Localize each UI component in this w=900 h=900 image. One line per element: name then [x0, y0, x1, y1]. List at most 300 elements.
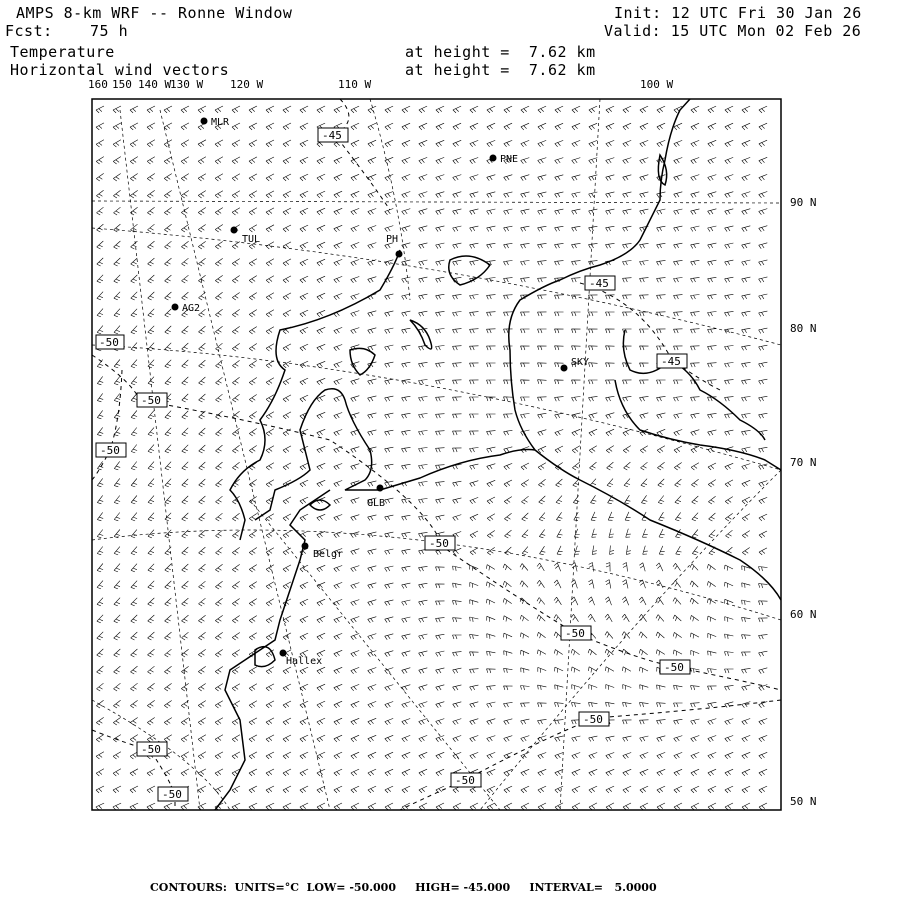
wind-barb: [725, 380, 734, 385]
wind-barb: [572, 106, 580, 113]
wind-barb: [691, 786, 699, 793]
wind-barb: [436, 363, 445, 368]
wind-barb: [708, 123, 716, 130]
wind-barb: [639, 580, 645, 588]
wind-barb: [283, 497, 291, 504]
wind-barb: [487, 140, 495, 146]
wind-barb: [351, 651, 359, 657]
wind-barb: [131, 428, 137, 436]
wind-barb: [436, 294, 445, 299]
wind-barb: [402, 464, 411, 469]
wind-barb: [148, 292, 155, 300]
wind-barb: [283, 191, 291, 198]
wind-barb: [130, 803, 138, 810]
wind-barb: [419, 123, 427, 130]
wind-barb: [591, 495, 597, 503]
wind-barb: [266, 327, 274, 334]
wind-barb: [521, 346, 530, 350]
wind-barb: [419, 140, 427, 147]
wind-barb: [97, 564, 103, 572]
wind-barb: [486, 582, 495, 588]
wind-barb: [708, 686, 717, 690]
wind-barb: [572, 462, 579, 470]
map-frame: [92, 99, 781, 810]
wind-barb: [368, 328, 377, 334]
wind-barb: [164, 140, 172, 147]
wind-barb: [283, 667, 291, 674]
wind-barb: [419, 414, 428, 419]
wind-barb: [708, 752, 716, 758]
wind-barb: [165, 241, 172, 249]
wind-barb: [725, 363, 734, 368]
wind-barb: [317, 786, 325, 793]
wind-barb: [504, 497, 512, 504]
wind-barb: [351, 447, 360, 453]
wind-barb: [725, 277, 734, 282]
wind-barb: [131, 581, 137, 589]
wind-barb: [300, 735, 308, 742]
svg-text:-45: -45: [661, 355, 681, 368]
wind-barb: [691, 175, 700, 181]
wind-barb: [182, 547, 189, 555]
wind-barb: [742, 260, 751, 266]
wind-barb: [334, 430, 342, 436]
wind-barb: [453, 498, 462, 504]
wind-barb: [334, 464, 342, 470]
wind-barb: [181, 649, 188, 657]
wind-barb: [165, 292, 172, 300]
wind-barb: [521, 226, 530, 231]
wind-barb: [114, 224, 121, 232]
wind-barb: [249, 191, 257, 198]
wind-barb: [453, 566, 462, 571]
wind-barb: [266, 276, 274, 283]
wind-barb: [690, 564, 698, 571]
wind-barb: [131, 513, 137, 521]
wind-barb: [232, 462, 239, 470]
wind-barb: [759, 260, 768, 266]
lon-label: 100 W: [640, 78, 674, 91]
wind-barb: [215, 684, 223, 691]
wind-barb: [436, 397, 445, 402]
wind-barb: [182, 343, 189, 351]
wind-barb: [215, 106, 223, 113]
wind-barb: [148, 479, 154, 487]
svg-text:-50: -50: [565, 627, 585, 640]
wind-barb: [572, 769, 580, 776]
wind-barb: [351, 735, 359, 742]
wind-barb: [589, 175, 598, 181]
wind-barb: [691, 363, 700, 367]
wind-barb: [725, 260, 734, 265]
wind-barb: [334, 259, 342, 265]
wind-barb: [640, 720, 649, 724]
wind-barb: [181, 241, 188, 249]
wind-barb: [589, 192, 598, 198]
wind-barb: [97, 393, 103, 401]
wind-barb: [148, 547, 154, 555]
wind-barb: [97, 427, 103, 435]
wind-barb: [216, 394, 223, 402]
wind-barb: [181, 683, 188, 691]
svg-text:GLB: GLB: [367, 498, 386, 509]
wind-barb: [487, 803, 495, 810]
wind-barb: [317, 276, 325, 283]
wind-barb: [114, 649, 121, 657]
wind-barb: [453, 668, 462, 673]
wind-barb: [402, 515, 411, 520]
wind-barb: [673, 632, 682, 638]
wind-barb: [148, 598, 155, 606]
wind-barb: [589, 295, 598, 299]
wind-barb: [148, 649, 155, 657]
wind-barb: [232, 547, 239, 555]
wind-barb: [555, 123, 563, 130]
wind-barb: [657, 752, 665, 758]
wind-barb: [725, 463, 733, 470]
wind-barb: [419, 209, 428, 215]
wind-barb: [691, 243, 700, 248]
wind-barb: [300, 344, 308, 351]
wind-barb: [368, 226, 376, 232]
wind-barb: [504, 209, 513, 215]
wind-barb: [759, 106, 767, 113]
wind-barb: [334, 413, 342, 419]
wind-barb: [215, 701, 223, 708]
wind-barb: [334, 191, 342, 198]
wind-barb: [266, 463, 274, 470]
wind-barb: [674, 736, 683, 742]
wind-barb: [198, 241, 205, 249]
wind-barb: [114, 258, 121, 266]
wind-barb: [640, 346, 649, 350]
wind-barb: [114, 478, 120, 486]
wind-barb: [572, 380, 581, 384]
wind-barb: [419, 397, 428, 402]
wind-barb: [592, 529, 597, 538]
wind-barb: [97, 666, 104, 674]
wind-barb: [657, 446, 665, 453]
wind-barb: [521, 463, 529, 470]
wind-barb: [606, 580, 611, 589]
wind-barb: [300, 191, 308, 198]
wind-barb: [470, 329, 479, 334]
wind-barb: [574, 529, 579, 537]
wind-barb: [351, 786, 359, 793]
wind-barb: [182, 462, 188, 470]
wind-barb: [673, 598, 681, 605]
wind-barb: [199, 326, 206, 334]
wind-barb: [436, 803, 444, 810]
wind-barb: [691, 158, 699, 164]
wind-barb: [419, 600, 428, 605]
wind-barb: [199, 513, 206, 521]
wind-barb: [419, 465, 428, 470]
wind-barb: [742, 123, 750, 130]
wind-barb: [317, 769, 325, 776]
wind-barb: [555, 753, 563, 759]
wind-barb: [351, 294, 360, 300]
wind-barb: [317, 480, 325, 487]
wind-barb: [130, 157, 138, 164]
wind-barb: [520, 581, 528, 588]
wind-barb: [182, 581, 189, 589]
wind-barb: [555, 430, 563, 436]
wind-barb: [504, 261, 513, 266]
wind-barb: [300, 225, 308, 232]
wind-barb: [113, 769, 121, 776]
wind-barb: [674, 380, 683, 384]
wind-barb: [131, 275, 138, 283]
wind-barb: [334, 566, 342, 572]
wind-barb: [504, 463, 512, 469]
wind-barb: [623, 702, 632, 707]
wind-barb: [334, 106, 342, 113]
wind-barb: [114, 360, 120, 368]
contour-label: [585, 276, 615, 290]
wind-barb: [249, 599, 257, 606]
wind-barb: [419, 786, 427, 793]
wind-barb: [592, 546, 597, 555]
wind-barb: [351, 701, 359, 708]
wind-barb: [385, 685, 394, 691]
wind-barb: [589, 736, 598, 741]
wind-barb: [691, 106, 699, 113]
wind-barb: [249, 157, 257, 164]
wind-barb: [573, 495, 579, 503]
wind-barb: [131, 479, 137, 487]
contour-info: CONTOURS: UNITS=°C LOW= -50.000 HIGH= -45.000 INTERVAL= 5.0000: [150, 881, 657, 894]
wind-barb: [625, 495, 631, 504]
wind-barb: [147, 700, 154, 708]
wind-barb: [640, 158, 649, 164]
wind-barb: [198, 157, 206, 164]
wind-barb: [300, 157, 308, 164]
wind-barb: [487, 363, 496, 367]
wind-barb: [742, 480, 750, 487]
wind-barb: [759, 294, 768, 300]
wind-barb: [249, 378, 257, 386]
wind-barb: [164, 106, 172, 113]
wind-barb: [419, 380, 428, 385]
wind-barb: [164, 191, 171, 199]
wind-barb: [385, 549, 394, 555]
wind-barb: [131, 547, 137, 555]
wind-barb: [657, 413, 666, 419]
wind-barb: [537, 598, 545, 605]
wind-barb: [487, 736, 496, 742]
wind-barb: [725, 414, 734, 419]
wind-barb: [368, 379, 377, 385]
wind-barb: [505, 530, 512, 538]
wind-barb: [334, 345, 342, 351]
wind-barb: [300, 769, 308, 776]
wind-barb: [521, 175, 530, 181]
wind-barb: [538, 158, 547, 164]
wind-barb: [691, 736, 700, 742]
wind-barb: [470, 209, 479, 215]
wind-barb: [368, 430, 377, 436]
wind-barb: [725, 209, 734, 215]
wind-barb: [707, 564, 715, 570]
wind-barb: [538, 140, 546, 146]
wind-barb: [605, 614, 612, 622]
wind-barb: [708, 226, 717, 232]
wind-barb: [691, 277, 700, 282]
wind-barb: [147, 803, 155, 810]
wind-barb: [419, 769, 427, 776]
wind-barb: [487, 431, 496, 436]
wind-barb: [623, 226, 632, 231]
wind-barb: [708, 413, 717, 418]
wind-barb: [608, 512, 614, 520]
wind-barb: [402, 702, 411, 708]
wind-barb: [555, 175, 564, 181]
wind-barb: [436, 192, 445, 198]
wind-barb: [164, 701, 171, 709]
wind-barb: [470, 497, 478, 503]
wind-barb: [351, 191, 359, 198]
wind-barb: [351, 123, 359, 130]
wind-barb: [572, 261, 581, 266]
wind-barb: [385, 430, 394, 435]
svg-text:-45: -45: [589, 277, 609, 290]
wind-barb: [96, 157, 104, 164]
wind-barb: [249, 259, 257, 266]
contour-label: [318, 128, 348, 142]
wind-barb: [759, 209, 768, 215]
wind-barb: [96, 735, 104, 743]
wind-barb: [215, 632, 222, 640]
wind-barb: [588, 580, 594, 589]
wind-barb: [708, 651, 717, 656]
wind-barb: [436, 106, 444, 113]
wind-barb: [181, 123, 189, 130]
wind-barb: [97, 326, 103, 334]
wind-barb: [402, 140, 410, 147]
wind-barb: [198, 258, 205, 266]
wind-barb: [538, 192, 547, 198]
wind-barb: [165, 649, 172, 657]
wind-barb: [623, 278, 632, 283]
wind-barb: [708, 192, 717, 198]
wind-barb: [538, 685, 547, 690]
wind-barb: [266, 191, 274, 198]
wind-barb: [538, 803, 546, 810]
wind-barb: [130, 106, 138, 113]
wind-barb: [131, 241, 138, 249]
wind-barb: [538, 329, 547, 333]
wind-barb: [622, 667, 631, 673]
wind-barb: [742, 157, 750, 163]
wind-barb: [522, 547, 528, 555]
wind-barb: [402, 226, 411, 232]
wind-barb: [556, 512, 562, 520]
wind-barb: [351, 242, 359, 248]
wind-barb: [249, 684, 257, 691]
wind-barb: [147, 683, 154, 691]
wind-barb: [215, 769, 223, 776]
wind-barb: [504, 346, 513, 350]
wind-barb: [300, 582, 308, 589]
wind-barb: [504, 329, 513, 333]
wind-barb: [182, 598, 189, 606]
wind-barb: [759, 584, 768, 588]
station-mlr: [201, 117, 231, 128]
wind-barb: [521, 414, 530, 419]
wind-barb: [555, 803, 563, 810]
wind-barb: [641, 479, 647, 487]
wind-barb: [165, 309, 172, 317]
wind-barb: [114, 309, 120, 317]
wind-barb: [419, 702, 428, 708]
wind-barb: [487, 380, 496, 384]
wind-barb: [538, 226, 547, 231]
wind-barb: [626, 529, 631, 538]
wind-barb: [147, 123, 155, 130]
wind-barb: [487, 616, 496, 621]
wind-barb: [97, 632, 103, 640]
wind-barb: [691, 413, 700, 418]
wind-barb: [283, 633, 291, 640]
wind-barb: [503, 564, 511, 570]
wind-barb: [402, 651, 411, 657]
wind-barb: [266, 123, 274, 130]
wind-barb: [538, 786, 546, 793]
chart-title: AMPS 8-km WRF -- Ronne Window: [16, 4, 293, 22]
wind-barb: [165, 258, 172, 266]
wind-barb: [419, 277, 428, 282]
wind-barb: [674, 140, 682, 146]
wind-barb: [674, 803, 682, 810]
wind-barb: [589, 158, 598, 164]
wind-barb: [436, 601, 445, 605]
wind-barb: [96, 752, 104, 759]
wind-barb: [402, 362, 411, 367]
wind-barb: [708, 669, 717, 674]
wind-barb: [538, 346, 547, 350]
wind-barb: [487, 547, 494, 555]
wind-barb: [674, 123, 682, 130]
wind-barb: [554, 563, 561, 571]
wind-barb: [606, 175, 615, 181]
wind-barb: [538, 413, 547, 418]
wind-barb: [708, 175, 717, 181]
wind-barb: [725, 752, 733, 759]
wind-barb: [623, 295, 632, 299]
wind-barb: [725, 397, 734, 402]
wind-barb: [555, 261, 564, 266]
wind-barb: [368, 803, 376, 810]
wind-barb: [334, 582, 342, 588]
wind-barb: [759, 514, 767, 521]
wind-barb: [572, 667, 581, 673]
wind-barb: [148, 666, 155, 674]
wind-barb: [623, 209, 632, 214]
wind-barb: [334, 616, 342, 622]
wind-barb: [470, 548, 478, 555]
svg-text:-50: -50: [100, 444, 120, 457]
wind-barb: [232, 326, 239, 334]
wind-barb: [656, 580, 663, 588]
svg-text:-50: -50: [583, 713, 603, 726]
wind-barb: [300, 242, 308, 249]
wind-barb: [249, 548, 257, 556]
wind-barb: [555, 667, 564, 673]
wind-barb: [708, 496, 715, 504]
wind-barb: [759, 531, 767, 538]
wind-barb: [590, 462, 597, 470]
